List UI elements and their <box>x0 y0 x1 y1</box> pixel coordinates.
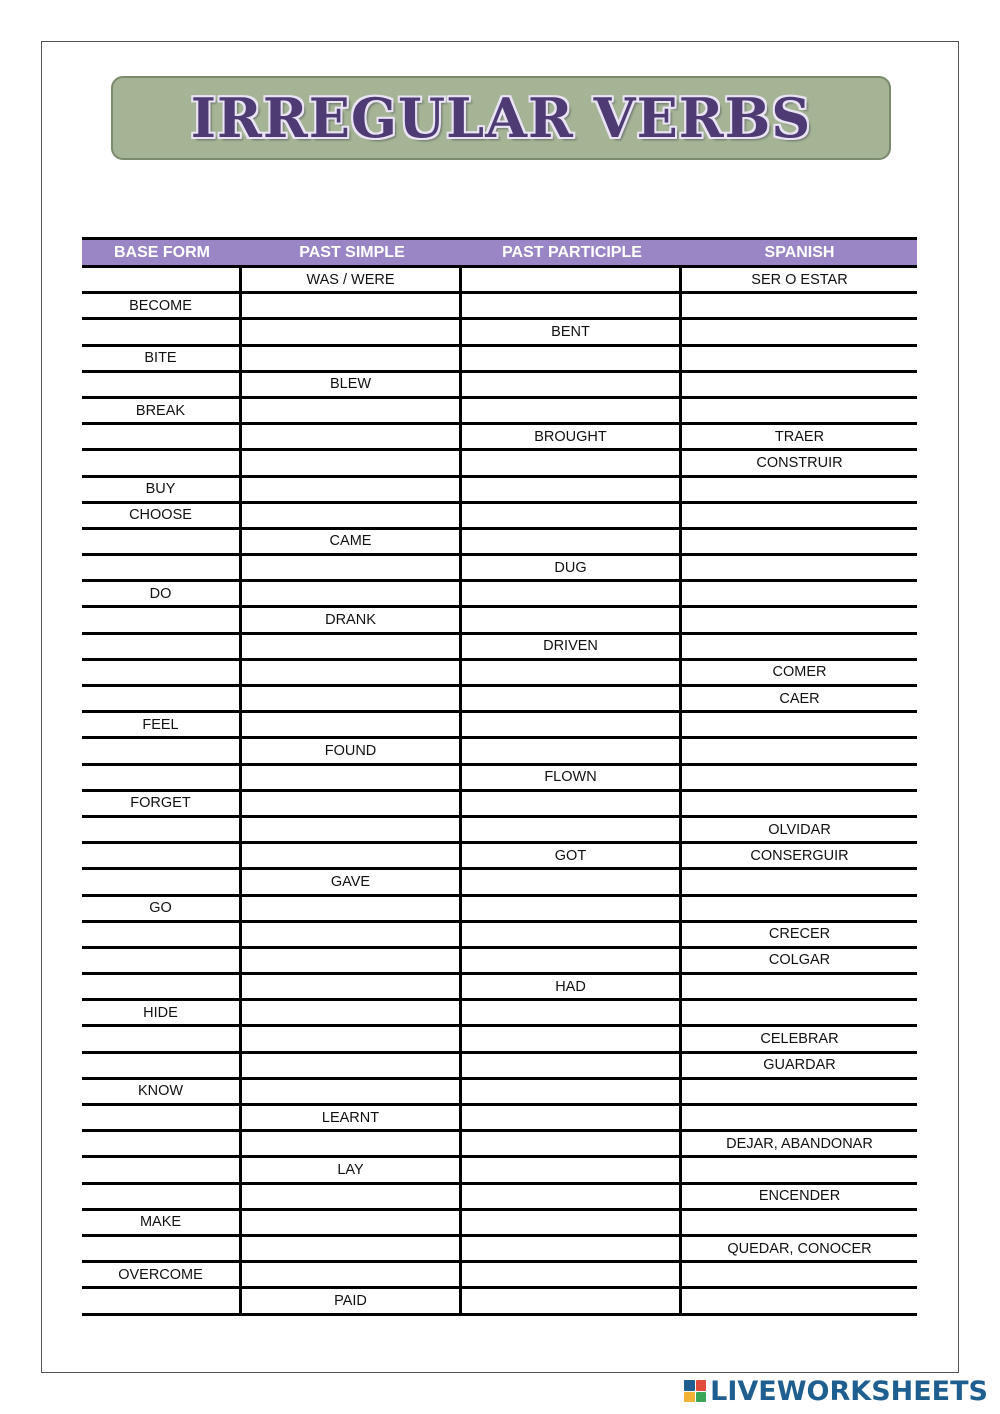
cell-past-simple <box>242 897 462 920</box>
cell-past-simple <box>242 451 462 474</box>
cell-spanish <box>682 739 917 762</box>
cell-base-form <box>82 687 242 710</box>
cell-base-form: BITE <box>82 347 242 370</box>
cell-spanish <box>682 635 917 658</box>
cell-past-participle: FLOWN <box>462 766 682 789</box>
cell-spanish <box>682 766 917 789</box>
cell-past-participle <box>462 792 682 815</box>
table-row <box>82 975 917 1001</box>
cell-past-participle: GOT <box>462 844 682 867</box>
cell-spanish <box>682 504 917 527</box>
cell-past-participle: DUG <box>462 556 682 579</box>
cell-base-form <box>82 949 242 972</box>
cell-base-form: BECOME <box>82 294 242 317</box>
cell-past-simple <box>242 923 462 946</box>
table-row <box>82 294 917 320</box>
cell-base-form <box>82 739 242 762</box>
cell-past-participle <box>462 608 682 631</box>
cell-base-form <box>82 1289 242 1312</box>
table-row <box>82 844 917 870</box>
cell-spanish: CAER <box>779 690 820 707</box>
cell-base-form <box>82 975 242 998</box>
cell-spanish <box>682 1158 917 1181</box>
cell-past-simple: PAID <box>242 1289 462 1312</box>
table-row <box>82 713 917 739</box>
verbs-table <box>82 237 917 1316</box>
cell-spanish: COLGAR <box>768 952 831 969</box>
cell-base-form <box>82 608 242 631</box>
cell-past-simple <box>242 635 462 658</box>
table-row <box>82 1027 917 1053</box>
cell-past-participle <box>462 949 682 972</box>
cell-past-participle <box>462 1289 682 1312</box>
table-row <box>82 373 917 399</box>
cell-spanish <box>682 347 917 370</box>
cell-past-simple <box>242 478 462 501</box>
table-row <box>82 451 917 477</box>
table-row <box>82 1054 917 1080</box>
cell-past-participle <box>462 923 682 946</box>
cell-past-simple: FOUND <box>242 739 462 762</box>
table-row <box>82 1211 917 1237</box>
cell-past-participle <box>462 530 682 553</box>
cell-past-participle <box>462 478 682 501</box>
table-row <box>82 739 917 765</box>
cell-spanish: QUEDAR, CONOCER <box>727 1240 872 1257</box>
table-row <box>82 661 917 687</box>
cell-spanish: SER O ESTAR <box>751 271 848 288</box>
cell-base-form <box>82 556 242 579</box>
cell-base-form <box>82 1054 242 1077</box>
table-row <box>82 792 917 818</box>
cell-past-participle <box>462 399 682 422</box>
cell-spanish: CRECER <box>768 926 831 943</box>
cell-base-form <box>82 1185 242 1208</box>
cell-past-simple <box>242 792 462 815</box>
cell-past-participle: DRIVEN <box>462 635 682 658</box>
table-row <box>82 870 917 896</box>
cell-past-participle <box>462 1132 682 1155</box>
header-past-simple: PAST SIMPLE <box>299 243 405 261</box>
cell-spanish <box>682 713 917 736</box>
cell-past-simple <box>242 1263 462 1286</box>
liveworksheets-logo-icon <box>684 1380 706 1402</box>
cell-spanish <box>682 294 917 317</box>
table-row <box>82 897 917 923</box>
cell-past-simple <box>242 294 462 317</box>
cell-spanish: DEJAR, ABANDONAR <box>726 1135 873 1152</box>
cell-base-form <box>82 1158 242 1181</box>
cell-spanish <box>682 792 917 815</box>
table-row <box>82 766 917 792</box>
cell-past-participle: HAD <box>462 975 682 998</box>
cell-base-form: GO <box>82 897 242 920</box>
table-row <box>82 818 917 844</box>
cell-base-form: KNOW <box>82 1080 242 1103</box>
cell-past-participle: BENT <box>462 320 682 343</box>
table-row <box>82 347 917 373</box>
cell-past-simple <box>242 766 462 789</box>
cell-base-form <box>82 1027 242 1050</box>
cell-spanish <box>682 373 917 396</box>
cell-past-simple <box>242 687 462 710</box>
table-row <box>82 268 917 294</box>
table-row <box>82 1158 917 1184</box>
cell-spanish <box>682 897 917 920</box>
table-row <box>82 1080 917 1106</box>
header-past-participle: PAST PARTICIPLE <box>502 243 642 261</box>
cell-past-participle <box>462 1001 682 1024</box>
cell-past-participle <box>462 661 682 684</box>
cell-past-simple <box>242 347 462 370</box>
cell-past-simple <box>242 844 462 867</box>
table-row <box>82 320 917 346</box>
cell-past-simple <box>242 556 462 579</box>
cell-spanish: TRAER <box>774 428 825 445</box>
cell-spanish <box>682 1080 917 1103</box>
cell-spanish <box>682 870 917 893</box>
cell-spanish <box>682 1001 917 1024</box>
logo-text: LIVEWORKSHEETS <box>710 1375 988 1407</box>
cell-spanish: COMER <box>772 664 827 681</box>
cell-past-participle <box>462 373 682 396</box>
cell-base-form: DO <box>82 582 242 605</box>
cell-past-participle <box>462 1237 682 1260</box>
cell-past-participle <box>462 1027 682 1050</box>
cell-past-simple: CAME <box>242 530 462 553</box>
cell-past-participle <box>462 451 682 474</box>
cell-base-form <box>82 923 242 946</box>
cell-past-simple <box>242 1211 462 1234</box>
cell-past-simple: GAVE <box>242 870 462 893</box>
cell-base-form <box>82 1106 242 1129</box>
cell-base-form <box>82 1237 242 1260</box>
cell-past-participle <box>462 504 682 527</box>
cell-spanish <box>682 582 917 605</box>
cell-past-simple <box>242 1054 462 1077</box>
cell-past-participle: BROUGHT <box>462 425 682 448</box>
cell-base-form <box>82 268 242 291</box>
table-row <box>82 399 917 425</box>
cell-past-simple <box>242 1132 462 1155</box>
cell-past-simple <box>242 661 462 684</box>
cell-base-form: BUY <box>82 478 242 501</box>
cell-past-simple <box>242 1080 462 1103</box>
liveworksheets-logo <box>684 1376 988 1406</box>
cell-past-participle <box>462 1158 682 1181</box>
cell-past-participle <box>462 687 682 710</box>
cell-base-form: FORGET <box>82 792 242 815</box>
cell-base-form: OVERCOME <box>82 1263 242 1286</box>
cell-spanish <box>682 556 917 579</box>
cell-spanish: GUARDAR <box>763 1057 836 1074</box>
cell-spanish: OLVIDAR <box>768 821 831 838</box>
cell-past-simple <box>242 320 462 343</box>
table-row <box>82 1132 917 1158</box>
table-body <box>82 268 917 1316</box>
table-row <box>82 1289 917 1315</box>
cell-spanish <box>682 1106 917 1129</box>
cell-past-simple: LEARNT <box>242 1106 462 1129</box>
cell-past-participle <box>462 1106 682 1129</box>
table-row <box>82 504 917 530</box>
table-row <box>82 530 917 556</box>
table-row <box>82 425 917 451</box>
cell-base-form <box>82 844 242 867</box>
cell-past-simple: LAY <box>242 1158 462 1181</box>
cell-past-simple <box>242 818 462 841</box>
cell-base-form <box>82 766 242 789</box>
cell-spanish <box>682 530 917 553</box>
cell-base-form: BREAK <box>82 399 242 422</box>
table-row <box>82 478 917 504</box>
header-spanish: SPANISH <box>764 243 835 261</box>
cell-past-participle <box>462 347 682 370</box>
cell-past-simple <box>242 949 462 972</box>
cell-past-simple <box>242 425 462 448</box>
cell-past-simple <box>242 399 462 422</box>
cell-spanish: CELEBRAR <box>760 1031 839 1048</box>
cell-spanish <box>682 1263 917 1286</box>
table-row <box>82 582 917 608</box>
cell-past-participle <box>462 897 682 920</box>
cell-past-simple <box>242 1001 462 1024</box>
cell-past-simple <box>242 1237 462 1260</box>
table-header <box>82 237 917 268</box>
cell-base-form: FEEL <box>82 713 242 736</box>
cell-past-simple: DRANK <box>242 608 462 631</box>
table-row <box>82 1237 917 1263</box>
cell-base-form: HIDE <box>82 1001 242 1024</box>
cell-base-form <box>82 451 242 474</box>
cell-base-form <box>82 870 242 893</box>
cell-base-form: MAKE <box>82 1211 242 1234</box>
cell-past-participle <box>462 1080 682 1103</box>
cell-past-simple: WAS / WERE <box>242 268 462 291</box>
table-row <box>82 1106 917 1132</box>
cell-spanish <box>682 320 917 343</box>
cell-past-simple <box>242 713 462 736</box>
cell-spanish <box>682 478 917 501</box>
cell-spanish: CONSTRUIR <box>756 454 843 471</box>
table-row <box>82 1263 917 1289</box>
cell-past-participle <box>462 1211 682 1234</box>
cell-past-participle <box>462 1263 682 1286</box>
cell-past-participle <box>462 713 682 736</box>
table-row <box>82 923 917 949</box>
cell-past-participle <box>462 582 682 605</box>
cell-spanish <box>682 1211 917 1234</box>
cell-base-form <box>82 661 242 684</box>
cell-base-form <box>82 530 242 553</box>
cell-past-simple <box>242 975 462 998</box>
cell-spanish: ENCENDER <box>758 1188 841 1205</box>
cell-spanish: CONSERGUIR <box>750 847 849 864</box>
cell-past-participle <box>462 1054 682 1077</box>
table-row <box>82 1185 917 1211</box>
cell-base-form: CHOOSE <box>82 504 242 527</box>
table-row <box>82 1001 917 1027</box>
cell-spanish <box>682 1289 917 1312</box>
table-row <box>82 556 917 582</box>
title-banner <box>111 76 891 160</box>
table-row <box>82 687 917 713</box>
cell-spanish <box>682 975 917 998</box>
cell-base-form <box>82 1132 242 1155</box>
cell-past-participle <box>462 1185 682 1208</box>
cell-past-simple <box>242 582 462 605</box>
cell-base-form <box>82 320 242 343</box>
cell-past-participle <box>462 739 682 762</box>
cell-spanish <box>682 608 917 631</box>
cell-spanish <box>682 399 917 422</box>
cell-past-simple: BLEW <box>242 373 462 396</box>
header-base-form: BASE FORM <box>114 243 210 261</box>
table-row <box>82 608 917 634</box>
table-row <box>82 949 917 975</box>
cell-base-form <box>82 373 242 396</box>
cell-past-participle <box>462 870 682 893</box>
cell-past-simple <box>242 1027 462 1050</box>
cell-past-participle <box>462 268 682 291</box>
cell-base-form <box>82 425 242 448</box>
cell-base-form <box>82 635 242 658</box>
page-title: IRREGULAR VERBS <box>190 86 812 150</box>
cell-past-simple <box>242 504 462 527</box>
cell-base-form <box>82 818 242 841</box>
cell-past-participle <box>462 818 682 841</box>
cell-past-participle <box>462 294 682 317</box>
table-row <box>82 635 917 661</box>
cell-past-simple <box>242 1185 462 1208</box>
